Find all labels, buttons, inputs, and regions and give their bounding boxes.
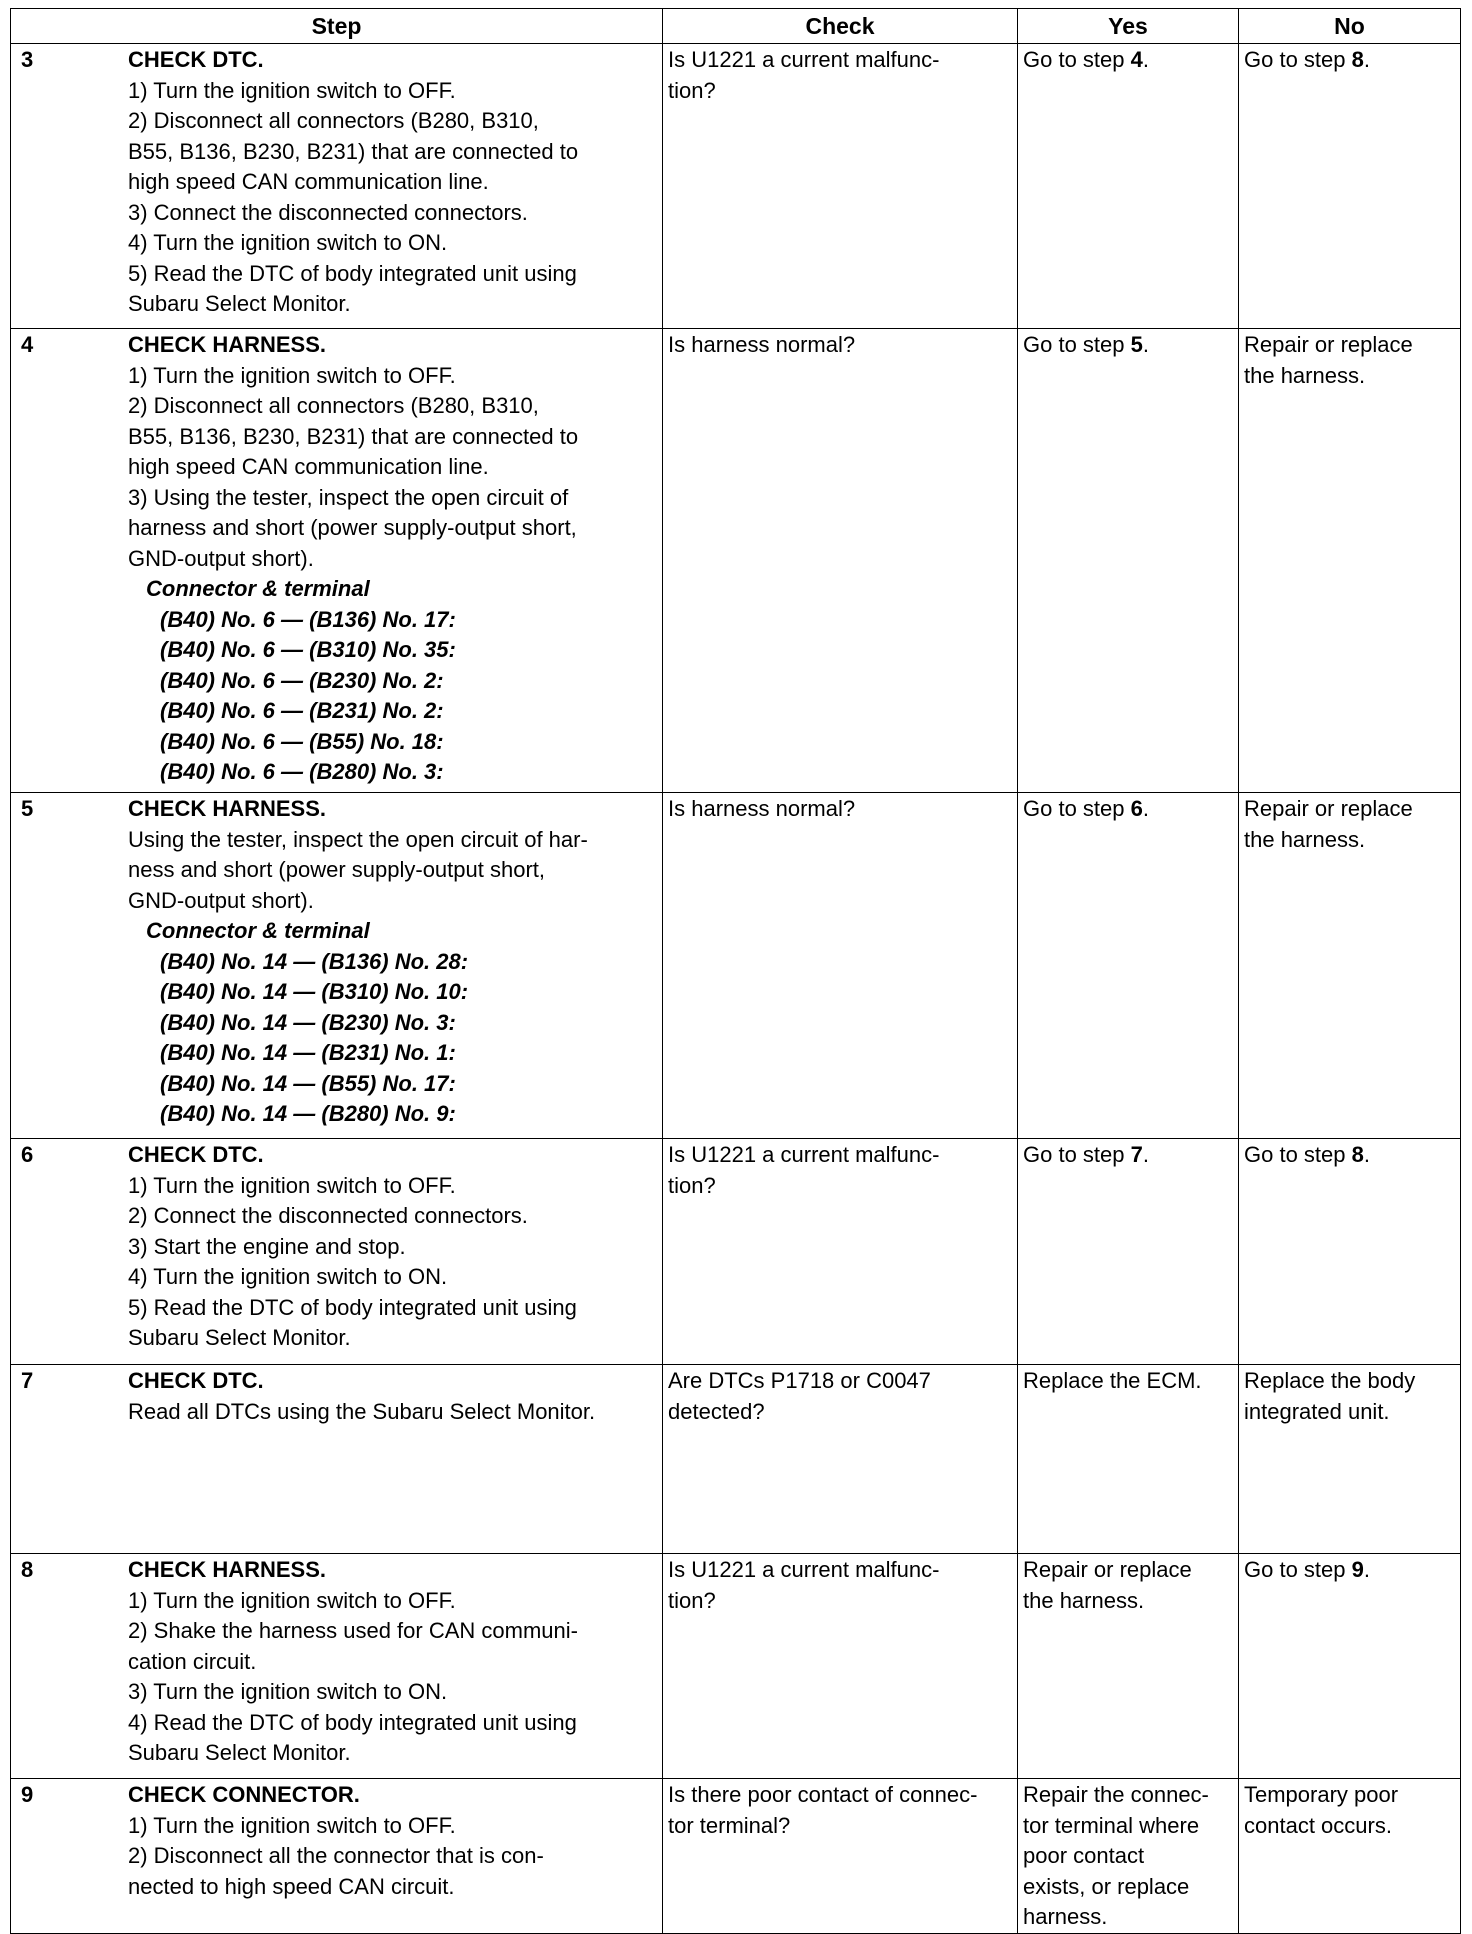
step-line: B55, B136, B230, B231) that are connected to [128,138,579,164]
yes-prefix: Go to step [1023,332,1131,357]
no-step-ref: 9 [1351,1557,1364,1582]
step-line: B55, B136, B230, B231) that are connected to [128,423,579,449]
step-line: 1) Turn the ignition switch to OFF. [128,1587,456,1613]
step-body [128,1555,657,1769]
step-line: 3) Turn the ignition switch to ON. [128,1679,448,1704]
step-number: 3 [21,47,34,72]
step-line: 2) Disconnect all the connector that is con- [128,1843,544,1868]
yes-suffix: . [1142,1142,1149,1167]
step-line: GND-output short). [128,887,314,913]
connector-terminal: (B40) No. 14 — (B231) No. 1: [160,1040,456,1065]
check-line: tion? [668,1172,716,1198]
yes-cell [1018,329,1239,793]
step-line: 2) Disconnect all connectors (B280, B310, [128,108,539,133]
no-line: integrated unit. [1244,1398,1390,1424]
connector-heading: Connector & terminal [146,576,370,601]
no-line: Repair or replace [1244,332,1413,357]
no-cell [1239,793,1461,1139]
yes-line: harness. [1023,1904,1108,1929]
step-line: 4) Turn the ignition switch to ON. [128,230,448,255]
step-line: cation circuit. [128,1648,257,1674]
header-no: No [1239,9,1461,44]
check-line: Is U1221 a current malfunc- [668,1142,940,1167]
step-wrap [16,1555,657,1769]
step-title: CHECK CONNECTOR. [128,1782,360,1807]
step-line: 3) Using the tester, inspect the open circuit of [128,484,569,510]
yes-line: Repair the connec- [1023,1782,1209,1807]
step-body [128,1366,657,1427]
connector-terminal: (B40) No. 14 — (B280) No. 9: [160,1101,456,1126]
no-line: Replace the body [1244,1368,1416,1393]
step-title: CHECK DTC. [128,47,264,72]
step-line: GND-output short). [128,545,314,571]
step-line: 2) Disconnect all connectors (B280, B310, [128,393,539,418]
no-line: Repair or replace [1244,796,1413,821]
step-wrap [16,1366,657,1427]
check-cell [663,44,1018,329]
table-row [11,1365,1461,1554]
yes-cell [1018,793,1239,1139]
no-cell [1239,44,1461,329]
yes-step-ref: 4 [1130,47,1143,72]
no-prefix: Go to step [1244,47,1352,72]
check-line: tion? [668,1587,716,1613]
no-line: the harness. [1244,362,1366,388]
check-cell [663,1554,1018,1779]
step-line: Using the tester, inspect the open circuit of har- [128,826,588,852]
table-row [11,793,1461,1139]
check-cell [663,793,1018,1139]
connector-terminal: (B40) No. 14 — (B136) No. 28: [160,948,469,974]
yes-step-ref: 5 [1130,332,1143,357]
check-cell [663,329,1018,793]
no-suffix: . [1363,1557,1370,1582]
yes-prefix: Go to step [1023,1142,1131,1167]
yes-prefix: Go to step [1023,796,1131,821]
yes-cell [1018,44,1239,329]
header-row [11,9,1461,44]
connector-terminal: (B40) No. 14 — (B55) No. 17: [160,1070,456,1096]
step-wrap [16,330,657,788]
check-line: tor terminal? [668,1812,791,1838]
step-line: 1) Turn the ignition switch to OFF. [128,1812,456,1838]
check-cell [663,1365,1018,1554]
check-line: detected? [668,1398,765,1424]
no-step-ref: 8 [1351,47,1364,72]
step-body [128,1140,657,1354]
step-number: 6 [21,1142,34,1167]
yes-line: Repair or replace [1023,1557,1192,1582]
step-line: 5) Read the DTC of body integrated unit using [128,1294,577,1320]
step-number: 8 [21,1557,34,1582]
step-line: 3) Start the engine and stop. [128,1233,406,1259]
yes-suffix: . [1142,47,1149,72]
step-cell [11,1779,663,1934]
step-title: CHECK HARNESS. [128,1557,327,1582]
connector-terminal: (B40) No. 14 — (B230) No. 3: [160,1009,456,1035]
table-row [11,1779,1461,1934]
no-cell [1239,1365,1461,1554]
step-line: 5) Read the DTC of body integrated unit using [128,260,577,286]
check-line: Are DTCs P1718 or C0047 [668,1368,931,1393]
no-line: contact occurs. [1244,1812,1392,1838]
connector-terminal: (B40) No. 6 — (B55) No. 18: [160,728,444,754]
no-cell [1239,329,1461,793]
header-yes: Yes [1018,9,1239,44]
step-title: CHECK DTC. [128,1368,264,1393]
no-suffix: . [1363,1142,1370,1167]
step-line: 2) Connect the disconnected connectors. [128,1203,528,1228]
no-line: the harness. [1244,826,1366,852]
step-line: harness and short (power supply-output short, [128,515,577,540]
yes-line: Replace the ECM. [1023,1368,1202,1393]
check-line: Is harness normal? [668,332,856,357]
step-wrap [16,1140,657,1354]
step-line: 4) Turn the ignition switch to ON. [128,1264,448,1289]
step-body [128,794,657,1130]
step-line: high speed CAN communication line. [128,169,489,194]
yes-line: tor terminal where [1023,1812,1200,1838]
step-wrap [16,1780,657,1902]
yes-cell [1018,1139,1239,1365]
no-prefix: Go to step [1244,1142,1352,1167]
step-line: 1) Turn the ignition switch to OFF. [128,77,456,103]
step-line: 2) Shake the harness used for CAN communi- [128,1618,578,1643]
step-line: 3) Connect the disconnected connectors. [128,199,528,225]
connector-terminal: (B40) No. 6 — (B231) No. 2: [160,698,444,723]
step-body [128,1780,657,1902]
no-cell [1239,1139,1461,1365]
step-line: Read all DTCs using the Subaru Select Monitor. [128,1398,596,1424]
connector-terminal: (B40) No. 6 — (B230) No. 2: [160,667,444,693]
check-line: tion? [668,77,716,103]
no-cell [1239,1554,1461,1779]
step-wrap [16,794,657,1130]
table-row [11,44,1461,329]
table-row [11,1554,1461,1779]
yes-cell [1018,1365,1239,1554]
header-check: Check [663,9,1018,44]
check-line: Is harness normal? [668,796,856,821]
step-wrap [16,45,657,320]
no-step-ref: 8 [1351,1142,1364,1167]
step-number: 7 [21,1368,34,1393]
step-cell [11,793,663,1139]
step-line: Subaru Select Monitor. [128,1740,351,1765]
step-cell [11,329,663,793]
step-title: CHECK HARNESS. [128,332,327,357]
yes-step-ref: 6 [1130,796,1143,821]
step-line: nected to high speed CAN circuit. [128,1873,455,1899]
connector-heading: Connector & terminal [146,918,370,943]
step-line: high speed CAN communication line. [128,454,489,479]
step-line: 1) Turn the ignition switch to OFF. [128,362,456,388]
yes-suffix: . [1142,332,1149,357]
yes-line: poor contact [1023,1843,1145,1868]
step-line: 1) Turn the ignition switch to OFF. [128,1172,456,1198]
step-number: 9 [21,1782,34,1807]
step-number: 4 [21,332,34,357]
step-line: 4) Read the DTC of body integrated unit using [128,1709,577,1735]
step-cell [11,1139,663,1365]
yes-line: exists, or replace [1023,1873,1190,1899]
connector-terminal: (B40) No. 6 — (B310) No. 35: [160,637,456,662]
step-cell [11,1554,663,1779]
step-cell [11,1365,663,1554]
yes-line: the harness. [1023,1587,1145,1613]
table-body [11,44,1461,1934]
yes-cell [1018,1779,1239,1934]
no-prefix: Go to step [1244,1557,1352,1582]
step-line: Subaru Select Monitor. [128,291,351,316]
check-line: Is U1221 a current malfunc- [668,47,940,72]
connector-terminal: (B40) No. 14 — (B310) No. 10: [160,979,469,1004]
step-body [128,45,657,320]
no-line: Temporary poor [1244,1782,1399,1807]
step-body [128,330,657,788]
no-cell [1239,1779,1461,1934]
table-row [11,329,1461,793]
step-title: CHECK DTC. [128,1142,264,1167]
yes-suffix: . [1142,796,1149,821]
step-line: Subaru Select Monitor. [128,1325,351,1350]
step-cell [11,44,663,329]
check-cell [663,1139,1018,1365]
yes-cell [1018,1554,1239,1779]
step-title: CHECK HARNESS. [128,796,327,821]
header-step: Step [11,9,663,44]
step-number: 5 [21,796,34,821]
no-suffix: . [1363,47,1370,72]
yes-prefix: Go to step [1023,47,1131,72]
check-line: Is there poor contact of connec- [668,1782,978,1807]
diagnostic-table [10,8,1461,1934]
check-line: Is U1221 a current malfunc- [668,1557,940,1582]
check-cell [663,1779,1018,1934]
step-line: ness and short (power supply-output short, [128,857,546,882]
table-row [11,1139,1461,1365]
connector-terminal: (B40) No. 6 — (B136) No. 17: [160,606,456,632]
connector-terminal: (B40) No. 6 — (B280) No. 3: [160,759,444,784]
yes-step-ref: 7 [1130,1142,1143,1167]
